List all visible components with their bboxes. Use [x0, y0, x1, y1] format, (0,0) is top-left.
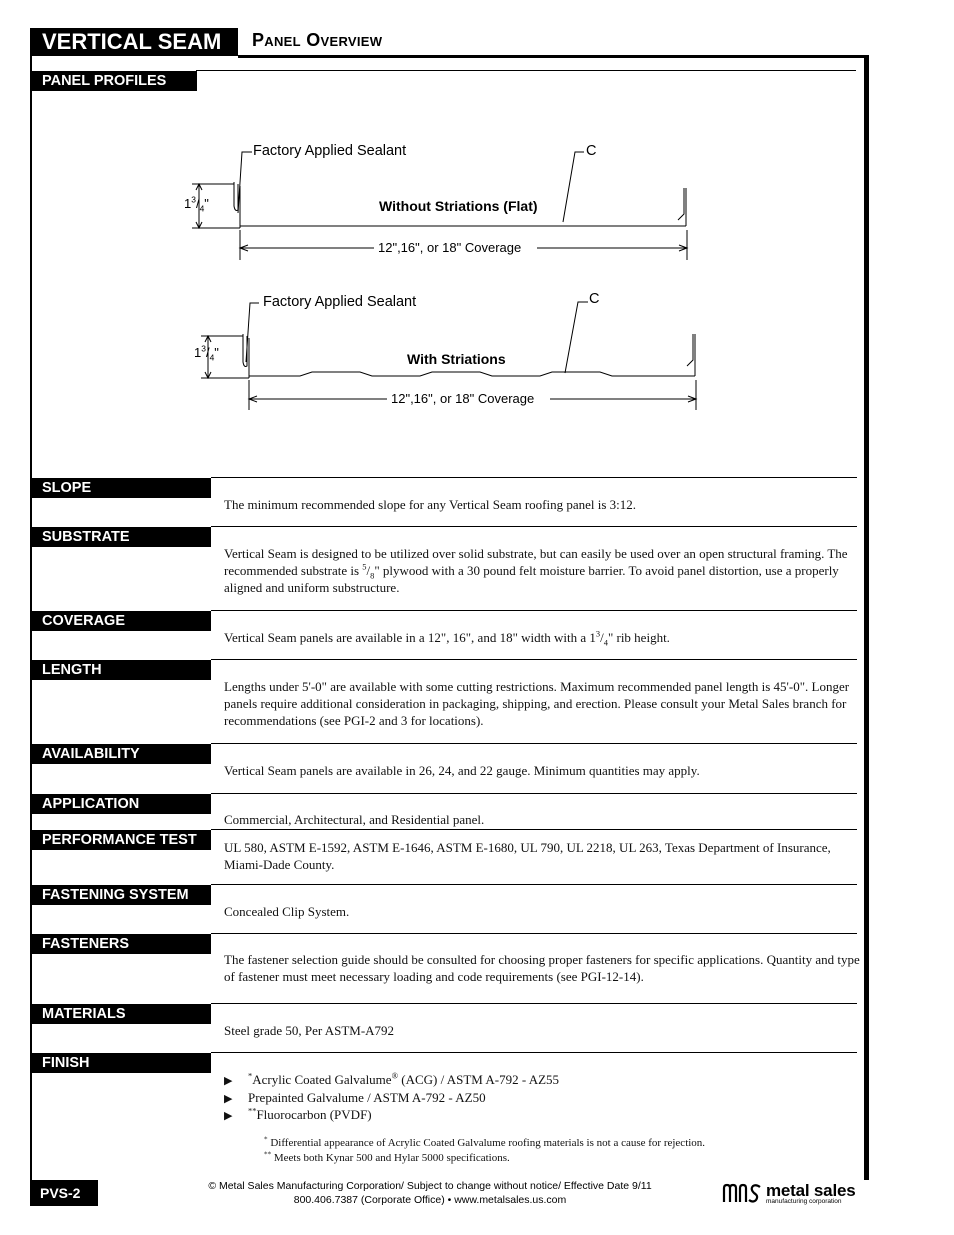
- application-text: Commercial, Architectural, and Residential panel.: [224, 812, 485, 827]
- striated-c-label: C: [589, 291, 600, 307]
- striated-profile-name: With Striations: [407, 351, 506, 367]
- striated-height-label: $1^3/_4$": [194, 343, 219, 363]
- section-label-materials: MATERIALS: [32, 1004, 211, 1024]
- striated-right-rib: [687, 334, 695, 376]
- section-label-length: LENGTH: [32, 660, 211, 680]
- striated-pan: [249, 372, 695, 376]
- section-label-panel-profiles: PANEL PROFILES: [32, 71, 197, 91]
- fastening-rule: [211, 884, 857, 885]
- section-label-fasteners: FASTENERS: [32, 934, 211, 954]
- performance-text: UL 580, ASTM E-1592, ASTM E-1646, ASTM E-1680, UL 790, UL 2218, UL 263, Texas Department of Insurance, Miami-Dade County.: [224, 840, 831, 872]
- finish-note-1: * Differential appearance of Acrylic Coated Galvalume roofing materials is not a cause for rejection.: [264, 1135, 706, 1149]
- list-item: ▶ *Acrylic Coated Galvalume® (ACG) / ASTM A-792 - AZ55: [224, 1072, 559, 1090]
- fasteners-rule: [211, 933, 857, 934]
- striated-coverage-label: 12",16", or 18" Coverage: [391, 391, 535, 406]
- slope-text: The minimum recommended slope for any Vertical Seam roofing panel is 3:12.: [224, 497, 637, 512]
- finish-notes: [264, 1136, 705, 1166]
- striated-sealant-label: Factory Applied Sealant: [263, 294, 417, 310]
- section-label-substrate: SUBSTRATE: [32, 527, 211, 547]
- coverage-text: Vertical Seam panels are available in a 12", 16", and 18" width with a $1^3/_4$" rib height.: [224, 628, 670, 648]
- striated-sealant-leader: [246, 303, 259, 362]
- section-label-performance-test: PERFORMANCE TEST: [32, 830, 211, 850]
- fasteners-text: The fastener selection guide should be consulted for choosing proper fasteners for specific applications. Quantity and type of fastener must meet necessary loading and code requirements (see PGI-12-14).: [224, 952, 860, 984]
- availability-rule: [211, 743, 857, 744]
- page-number: PVS-2: [30, 1180, 98, 1206]
- substrate-text: Vertical Seam is designed to be utilized over solid substrate, but can easily be used over an open structural framing. The recommended substrate is $^5/_8$" plywood with a 30 pound felt moisture barrier. To avoid panel distortion, use a properly aligned and uniform substructure.: [224, 546, 848, 595]
- page-title: VERTICAL SEAM: [30, 28, 238, 56]
- flat-c-label: C: [586, 143, 597, 159]
- flat-profile-name: Without Striations (Flat): [379, 198, 538, 214]
- length-text: Lengths under 5'-0" are available with some cutting restrictions. Maximum recommended panel length is 45'-0". Longer panels require additional consideration in packaging, shipping, and erection. Please consult your Metal Sales branch for recommendations (see PGI-2 and 3 for locations).: [224, 679, 850, 728]
- section-label-availability: AVAILABILITY: [32, 744, 211, 764]
- flat-c-leader: [563, 152, 584, 222]
- flat-coverage-label: 12",16", or 18" Coverage: [378, 240, 522, 255]
- coverage-rule: [211, 610, 857, 611]
- substrate-rule: [211, 526, 857, 527]
- flat-left-rib: [234, 182, 238, 211]
- flat-height-label: $1^3/_4$": [184, 194, 209, 214]
- page-subtitle: Panel Overview: [252, 30, 383, 50]
- ms-logo-mark-icon: [722, 1182, 764, 1204]
- section-label-application: APPLICATION: [32, 794, 211, 814]
- fastening-text: Concealed Clip System.: [224, 904, 350, 919]
- finish-rule: [211, 1052, 857, 1053]
- section-label-coverage: COVERAGE: [32, 611, 211, 631]
- list-item: ▶ Prepainted Galvalume / ASTM A-792 - AZ50: [224, 1090, 559, 1108]
- list-item: ▶ **Fluorocarbon (PVDF): [224, 1107, 559, 1125]
- availability-text: Vertical Seam panels are available in 26, 24, and 22 gauge. Minimum quantities may apply.: [224, 763, 700, 778]
- slope-rule: [211, 477, 857, 478]
- metal-sales-logo: metal sales manufacturing corporation: [722, 1180, 872, 1206]
- finish-note-2: ** Meets both Kynar 500 and Hylar 5000 specifications.: [264, 1150, 510, 1164]
- finish-list: [224, 1072, 559, 1125]
- triangle-bullet-icon: ▶: [224, 1110, 233, 1122]
- flat-sealant-label: Factory Applied Sealant: [253, 143, 407, 159]
- materials-rule: [211, 1003, 857, 1004]
- performance-rule: [211, 829, 857, 830]
- section-label-slope: SLOPE: [32, 478, 211, 498]
- length-rule: [211, 659, 857, 660]
- application-rule: [211, 793, 857, 794]
- section-label-finish: FINISH: [32, 1053, 211, 1073]
- triangle-bullet-icon: ▶: [224, 1092, 233, 1105]
- materials-text: Steel grade 50, Per ASTM-A792: [224, 1023, 395, 1038]
- section-label-fastening-system: FASTENING SYSTEM: [32, 885, 211, 905]
- triangle-bullet-icon: ▶: [224, 1075, 233, 1087]
- footer-text: © Metal Sales Manufacturing Corporation/ Subject to change without notice/ Effective Date 9/11 800.406.7387 (Corporate Office) • www.metalsales.us.com: [208, 1180, 652, 1206]
- flat-right-rib: [678, 188, 686, 226]
- striated-c-leader: [565, 302, 588, 373]
